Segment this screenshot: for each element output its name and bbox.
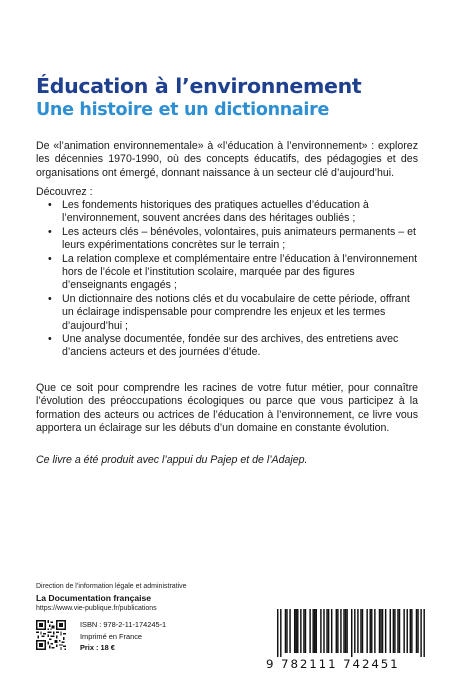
bullet-marker: • [48, 199, 52, 211]
list-item [36, 293, 418, 333]
bullet-marker: • [48, 333, 52, 346]
list-item [36, 199, 418, 226]
list-item-text: Une analyse documentée, fondée sur des archives, des entretiens avec d’anciens acteurs et des journées d’étude. [62, 333, 399, 359]
support-note: Ce livre a été produit avec l’appui du Pajep et de l’Adajep. [36, 454, 308, 466]
barcode-bar [285, 609, 286, 653]
barcode-bar [286, 609, 287, 653]
barcode-bar [297, 609, 298, 653]
barcode-bar [316, 609, 317, 653]
bullet-marker: • [48, 252, 52, 265]
feature-list [36, 199, 418, 360]
barcode-bar [411, 609, 412, 653]
intro-paragraph: De «l’animation environnementale» à «l’éducation à l’environnement» : explorez les décennies 1970-1990, où des concepts éducatifs, des pédagogies et des organisations ont émergé, donnant naissance à un secteur clé d’aujourd’hui. [36, 140, 418, 179]
list-item-text: La relation complexe et complémentaire entre l’éducation à l’environnement hors de l’école et l’institution scolaire, marquée par des figures d’enseignants engagés ; [62, 252, 418, 292]
barcode-bar [326, 609, 327, 653]
publisher-url[interactable]: https://www.vie-publique.fr/publications [36, 605, 157, 612]
barcode-bar [346, 609, 347, 653]
book-title: Éducation à l’environnement [36, 74, 362, 98]
barcode-bar [354, 609, 355, 653]
barcode-bar [309, 609, 310, 653]
bullet-marker: • [48, 292, 52, 305]
qr-code-icon [36, 620, 66, 650]
barcode-bar [420, 609, 421, 657]
outro-paragraph: Que ce soit pour comprendre les racines de votre futur métier, pour connaître l’évolution des préoccupations écologiques ou parce que vous participez à la formation des acteurs ou actrices de l’éducation à l’environnement, ce livre vous apportera un éclairage sur les débuts d’un domaine en constante évolution. [36, 382, 418, 435]
list-item [36, 253, 418, 293]
list-item [36, 226, 418, 253]
barcode-bar [416, 609, 417, 653]
barcode-bar [380, 609, 381, 653]
barcode-bar [394, 609, 395, 653]
barcode-bar [393, 609, 394, 653]
barcode-bar [345, 609, 346, 653]
barcode-bar [397, 609, 398, 653]
barcode-bar [320, 609, 321, 653]
barcode-bar [331, 609, 332, 653]
barcode-bar [403, 609, 404, 653]
barcode-bar [305, 609, 306, 653]
barcode-bar [357, 609, 358, 653]
isbn-block [80, 619, 166, 654]
list-item [36, 333, 418, 360]
barcode-bar [323, 609, 324, 653]
printed-in: Imprimé en France [80, 631, 143, 641]
discover-label: Découvrez : [36, 186, 93, 198]
isbn: ISBN : 978-2-11-174245-1 [80, 620, 167, 629]
barcode-bar [289, 609, 290, 653]
barcode-bar [390, 609, 391, 653]
publisher-name: La Documentation française [36, 593, 152, 603]
bullet-marker: • [48, 225, 52, 238]
barcode-bar [385, 609, 386, 653]
barcode-bar [371, 609, 372, 653]
list-item-text: Les acteurs clés – bénévoles, volontaires, puis animateurs permanents – et leurs expérimentations concrètes sur le terrain ; [62, 225, 416, 252]
book-subtitle: Une histoire et un dictionnaire [36, 100, 330, 120]
barcode-bar [410, 609, 411, 653]
publisher-direction: Direction de l’information légale et administrative [36, 583, 187, 590]
barcode-bar [328, 609, 329, 653]
barcode-bar [382, 609, 383, 653]
barcode-bar [337, 609, 338, 653]
barcode-bar [360, 609, 361, 653]
barcode-bar [399, 609, 400, 653]
barcode-bar [407, 609, 408, 653]
barcode-bar [366, 609, 367, 653]
barcode-bar [336, 609, 337, 653]
barcode-bar [370, 609, 371, 653]
barcode-bar [277, 609, 278, 657]
barcode-bar [340, 609, 341, 653]
barcode-bar [417, 609, 418, 653]
list-item-text: Un dictionnaire des notions clés et du vocabulaire de cette période, offrant un éclairage indispensable pour comprendre les enjeux et les termes d’aujourd’hui ; [62, 292, 410, 332]
barcode-bar [312, 609, 313, 653]
barcode-bar [314, 609, 315, 653]
barcode-bar [351, 609, 352, 657]
barcode-bar [300, 609, 301, 653]
barcode-bar [294, 609, 295, 653]
barcode-bar [303, 609, 304, 653]
barcode-digits: 9 782111 742451 [266, 657, 400, 671]
barcode-bar [379, 609, 380, 653]
barcode-bar [374, 609, 375, 653]
barcode-bar [343, 609, 344, 653]
barcode-bar [296, 609, 297, 653]
barcode-bar [362, 609, 363, 653]
barcode-bar [423, 609, 424, 657]
list-item-text: Les fondements historiques des pratiques actuelles d’éducation à l’environnement, souvent ancrées dans des héritages oubliés ; [62, 199, 369, 225]
price: Prix : 18 € [80, 643, 115, 653]
barcode-bar [280, 609, 281, 657]
barcode-icon [277, 609, 425, 657]
